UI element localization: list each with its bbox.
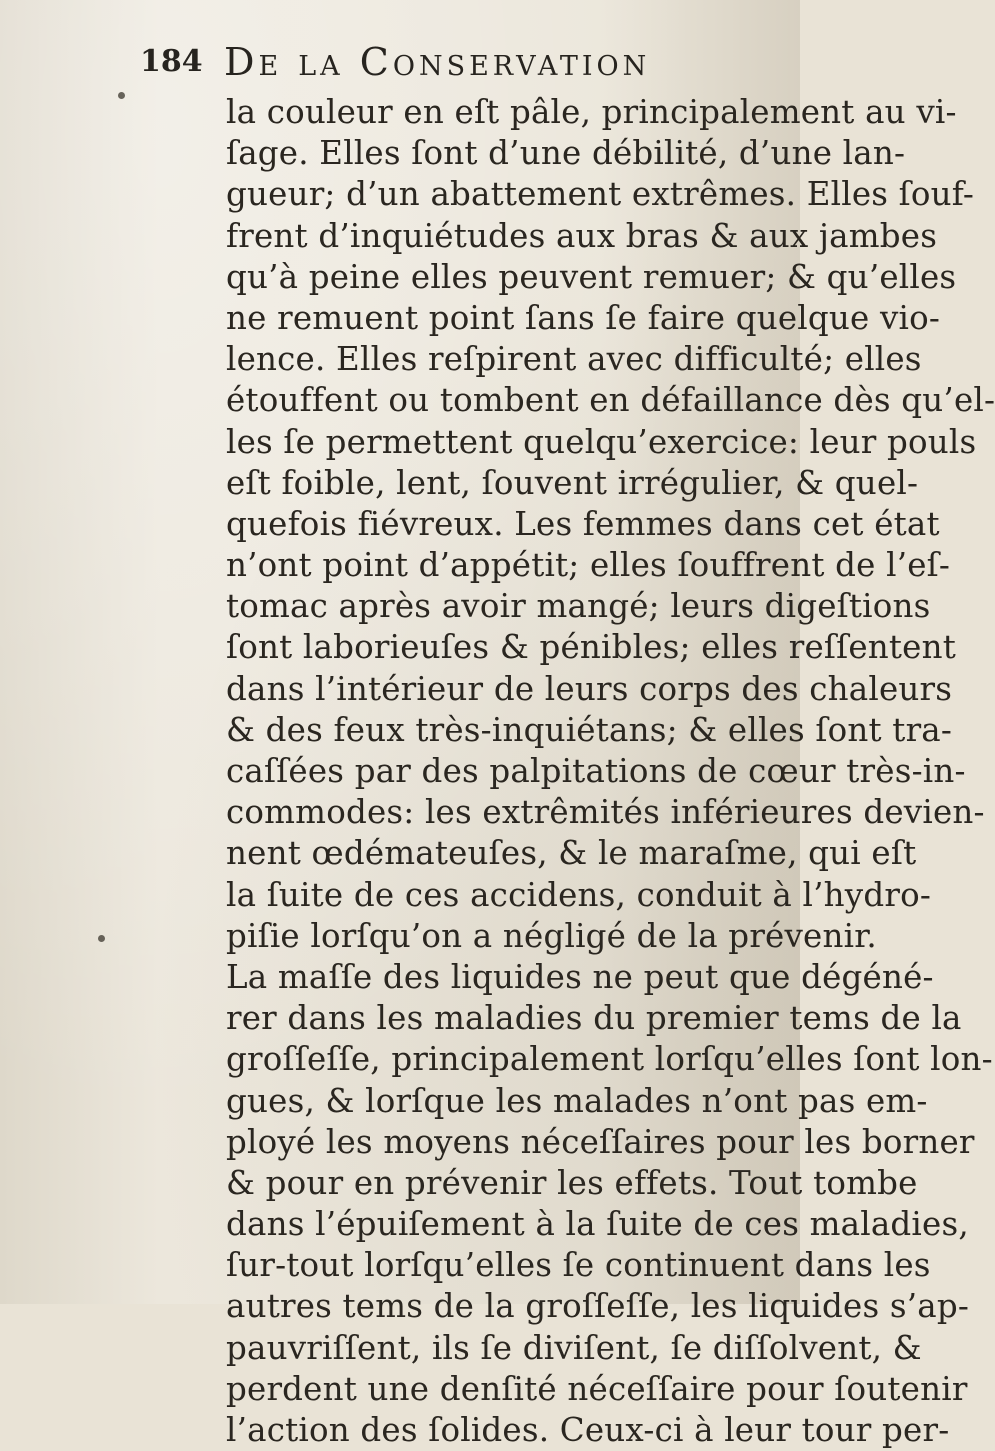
text-line: gues, & lorſque les malades n’ont pas em- — [226, 1081, 928, 1120]
text-line: n’ont point d’appétit; elles ſouffrent de l’eſ- — [226, 546, 951, 585]
text-line: pauvriſſent, ils ſe diviſent, ſe diſſolvent, & — [226, 1328, 922, 1367]
text-line: nent œdémateuſes, & le maraſme, qui eſt — [226, 834, 917, 873]
text-line: autres tems de la groſſeſſe, les liquides s’ap- — [226, 1287, 970, 1326]
text-line: dans l’épuiſement à la ſuite de ces maladies, — [226, 1205, 969, 1244]
text-line: perdent une denſité néceſſaire pour ſoutenir — [226, 1369, 968, 1408]
text-line: groſſeſſe, principalement lorſqu’elles ſont lon- — [226, 1040, 993, 1079]
text-line: ployé les moyens néceſſaires pour les borner — [226, 1122, 975, 1161]
text-line: eſt foible, lent, ſouvent irrégulier, & quel- — [226, 463, 919, 502]
text-line: ne remuent point ſans ſe faire quelque vio- — [226, 298, 941, 337]
body-text — [226, 92, 995, 1451]
text-line: & des feux très-inquiétans; & elles ſont tra- — [226, 710, 953, 749]
text-line: ſont laborieuſes & pénibles; elles reſſentent — [226, 628, 956, 667]
text-line: caſſées par des palpitations de cœur très-in- — [226, 752, 966, 790]
running-head — [140, 40, 760, 86]
text-line: La maſſe des liquides ne peut que dégéné- — [226, 957, 934, 996]
text-line: rer dans les maladies du premier tems de la — [226, 999, 962, 1038]
text-line: dans l’intérieur de leurs corps des chaleurs — [226, 669, 953, 708]
paper-speck — [118, 92, 125, 99]
text-line: frent d’inquiétudes aux bras & aux jambes — [226, 216, 938, 255]
page-number: 184 — [140, 44, 203, 79]
text-line: qu’à peine elles peuvent remuer; & qu’elles — [226, 257, 957, 296]
text-line: les ſe permettent quelqu’exercice: leur pouls — [226, 422, 977, 461]
text-line: la ſuite de ces accidens, conduit à l’hydro- — [226, 875, 932, 914]
text-line: l’action des ſolides. Ceux-ci à leur tour per- — [226, 1411, 950, 1449]
text-line: quefois fiévreux. Les femmes dans cet état — [226, 504, 940, 543]
text-line: étouffent ou tombent en défaillance dès qu’el- — [226, 381, 995, 420]
text-line: ſur-tout lorſqu’elles ſe continuent dans les — [226, 1246, 931, 1285]
text-line: lence. Elles reſpirent avec difficulté; elles — [226, 340, 922, 379]
text-line: tomac après avoir mangé; leurs digeſtions — [226, 587, 931, 626]
running-title: De la Conservation — [224, 40, 651, 84]
text-line: ſage. Elles ſont d’une débilité, d’une lan- — [226, 134, 906, 173]
text-line: commodes: les extrêmités inférieures devien- — [226, 793, 985, 832]
paper-speck — [98, 935, 105, 942]
text-line: la couleur en eſt pâle, principalement au vi- — [226, 93, 957, 131]
text-line: & pour en prévenir les effets. Tout tombe — [226, 1163, 918, 1202]
text-line: gueur; d’un abattement extrêmes. Elles ſouf- — [226, 175, 975, 214]
text-line: piſie lorſqu’on a négligé de la prévenir. — [226, 916, 877, 955]
